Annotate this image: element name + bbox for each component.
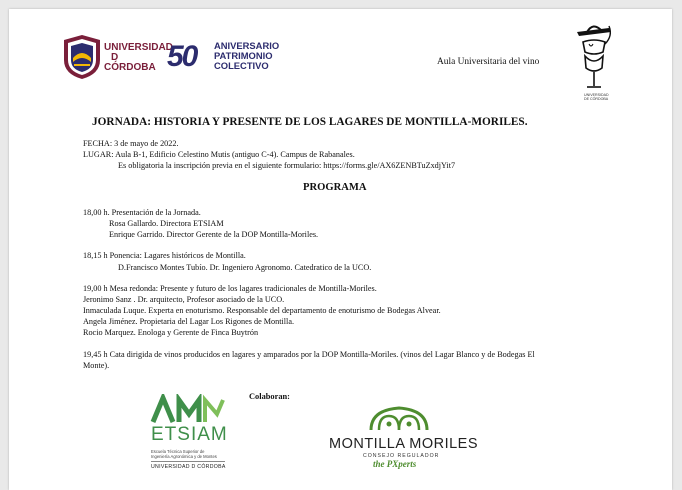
program-item-1-speaker-1: Rosa Gallardo. Directora ETSIAM bbox=[109, 219, 224, 228]
anniversary-line1: ANIVERSARIO bbox=[214, 40, 280, 51]
montilla-moriles-logo bbox=[329, 404, 489, 469]
etsiam-sub-1: Escuela Técnica Superior de bbox=[151, 449, 205, 454]
etsiam-logo bbox=[149, 394, 239, 474]
event-title: JORNADA: HISTORIA Y PRESENTE DE LOS LAGARES DE MONTILLA-MORILES. bbox=[92, 116, 528, 128]
montilla-tagline: the PXperts bbox=[373, 459, 417, 469]
program-item-1-time: 18,00 h. Presentación de la Jornada. bbox=[83, 208, 201, 217]
etsiam-uco: UNIVERSIDAD D CÓRDOBA bbox=[151, 464, 226, 470]
uco-logo bbox=[62, 34, 173, 80]
program-item-4-time: 19,45 h Cata dirigida de vinos producidos en lagares y amparados por la DOP Montilla-Moriles. (vinos del Lagar Blanco y de Bodegas El bbox=[83, 350, 535, 359]
etsiam-sub-2: Ingeniería Agronómica y de Montes bbox=[151, 454, 217, 459]
anniversary-line2: PATRIMONIO bbox=[214, 50, 273, 61]
document-page bbox=[9, 9, 672, 490]
uco-name-line3: CÓRDOBA bbox=[104, 62, 156, 73]
aula-label: Aula Universitaria del vino bbox=[437, 57, 540, 67]
program-item-3-panelist-2: Inmaculada Luque. Experta en enoturismo. Responsable del departamento de enoturismo de Bodegas Alvear. bbox=[83, 306, 441, 315]
anniversary-logo bbox=[167, 39, 297, 79]
etsiam-word: ETSIAM bbox=[151, 424, 228, 445]
program-item-3-panelist-3: Angela Jiménez. Propietaria del Lagar Los Rigones de Montilla. bbox=[83, 317, 294, 326]
anniversary-line3: COLECTIVO bbox=[214, 60, 269, 71]
program-item-3-time: 19,00 h Mesa redonda: Presente y futuro de los lagares tradicionales de Montilla-Moriles. bbox=[83, 284, 377, 293]
wine-glass-figure-icon bbox=[569, 22, 619, 94]
event-date: FECHA: 3 de mayo de 2022. bbox=[83, 139, 179, 148]
event-location: LUGAR: Aula B-1, Edificio Celestino Mutis (antiguo C-4). Campus de Rabanales. bbox=[83, 150, 355, 159]
aula-logo-caption-2: DE CÓRDOBA bbox=[584, 97, 609, 101]
program-item-4-continuation: Monte). bbox=[83, 361, 110, 370]
colaboran-label: Colaboran: bbox=[249, 392, 290, 401]
registration-note: Es obligatoria la inscripción previa en el siguiente formulario: https://forms.gle/AX6ZENBTuZxdjYit7 bbox=[118, 161, 456, 170]
program-item-2-speaker: D.Francisco Montes Tubío. Dr. Ingeniero Agronomo. Catedratico de la UCO. bbox=[118, 263, 372, 272]
montilla-arches-icon bbox=[367, 404, 431, 432]
aula-vino-logo bbox=[569, 22, 619, 102]
program-item-3-panelist-4: Rocio Marquez. Enologa y Gerente de Finca Buytrón bbox=[83, 328, 259, 337]
montilla-sub: CONSEJO REGULADOR bbox=[363, 453, 440, 459]
montilla-word: MONTILLA MORILES bbox=[329, 436, 479, 452]
etsiam-mark-icon bbox=[149, 394, 229, 424]
program-item-3-panelist-1: Jeronimo Sanz . Dr. arquitecto, Profesor asociado de la UCO. bbox=[83, 295, 285, 304]
anniversary-number: 50 bbox=[167, 40, 197, 73]
aula-logo-caption-1: UNIVERSIDAD bbox=[584, 93, 609, 97]
uco-name-line2: D bbox=[111, 52, 119, 63]
uco-shield-icon bbox=[62, 34, 102, 80]
program-item-2-time: 18,15 h Ponencia: Lagares históricos de Montilla. bbox=[83, 251, 246, 260]
etsiam-divider bbox=[151, 461, 225, 462]
program-item-1-speaker-2: Enrique Garrido. Director Gerente de la DOP Montilla-Moriles. bbox=[109, 230, 319, 239]
uco-name-line1: UNIVERSIDAD bbox=[104, 42, 173, 53]
programa-heading: PROGRAMA bbox=[303, 182, 367, 193]
